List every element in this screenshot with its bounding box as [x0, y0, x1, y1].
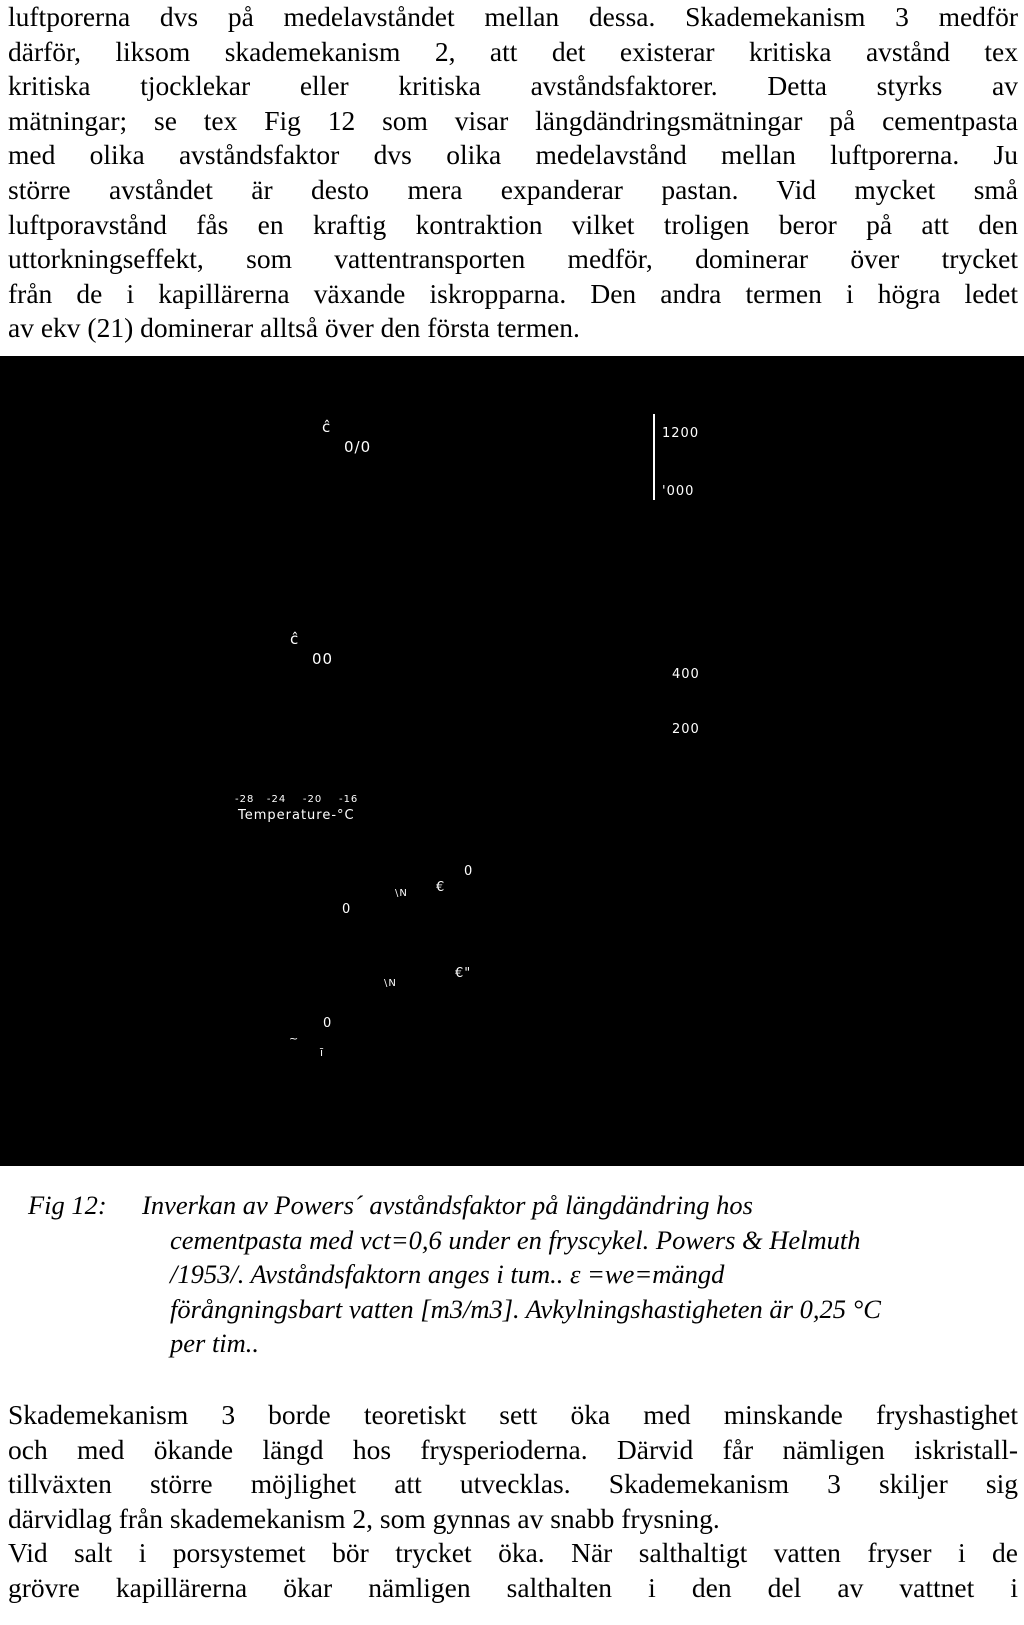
y-tick-label: '000 — [662, 484, 695, 499]
figure-label: ĉ — [322, 418, 332, 436]
figure-label: ~ — [289, 1032, 300, 1045]
text-line: Skademekanism 3 borde teoretiskt sett öka med minskande fryshastighet — [8, 1399, 1018, 1430]
figure-label: 0 — [323, 1016, 333, 1031]
y-axis-line — [653, 414, 655, 500]
x-axis-label: Temperature-°C — [238, 808, 355, 823]
text-line: luftporavstånd fås en kraftig kontraktion vilket troligen beror på att den — [8, 208, 1018, 240]
figure-label: ĉ — [290, 630, 300, 648]
text-line: luftporerna dvs på medelavståndet mellan dessa. Skademekanism 3 medför — [8, 1, 1018, 32]
figure-label: 00 — [312, 650, 334, 668]
y-tick-label: 200 — [672, 722, 700, 737]
body-paragraph-top — [8, 0, 1018, 346]
figure-label: € — [436, 880, 446, 895]
text-line: större avståndet är desto mera expanderar pastan. Vid mycket små — [8, 173, 1018, 205]
text-line: mätningar; se tex Fig 12 som visar längdändringsmätningar på cementpasta — [8, 104, 1018, 136]
figure-label: ī — [320, 1046, 325, 1059]
figure-label: \N — [384, 978, 397, 989]
x-tick-labels: -28 -24 -20 -16 — [235, 794, 359, 805]
y-tick-label: 400 — [672, 667, 700, 682]
figure-caption — [28, 1188, 1008, 1361]
caption-text: Inverkan av Powers´ avståndsfaktor på längdändring hos — [142, 1190, 753, 1220]
text-line: av ekv (21) dominerar alltså över den första termen. — [8, 312, 580, 344]
text-line: uttorkningseffekt, som vattentransporten medför, dominerar över trycket — [8, 243, 1018, 275]
caption-line: per tim.. — [170, 1328, 260, 1358]
text-line: från de i kapillärerna växande iskropparna. Den andra termen i högra ledet — [8, 277, 1018, 309]
figure-label: 0 — [342, 902, 352, 917]
caption-line: cementpasta med vct=0,6 under en fryscykel. Powers & Helmuth — [170, 1224, 861, 1255]
text-line: Vid salt i porsystemet bör trycket öka. När salthaltigt vatten fryser i de — [8, 1537, 1018, 1569]
text-line: och med ökande längd hos frysperioderna. Därvid får nämligen iskristall- — [8, 1433, 1018, 1465]
body-paragraph-bottom — [8, 1398, 1018, 1606]
text-line: grövre kapillärerna ökar nämligen salthalten i den del av vattnet i — [8, 1571, 1018, 1603]
text-line: tillväxten större möjlighet att utvecklas. Skademekanism 3 skiljer sig — [8, 1468, 1018, 1500]
text-line: med olika avståndsfaktor dvs olika medelavstånd mellan luftporerna. Ju — [8, 139, 1018, 171]
figure-label: 0 — [464, 864, 474, 879]
text-line: därför, liksom skademekanism 2, att det existerar kritiska avstånd tex — [8, 35, 1018, 67]
figure-label: €" — [455, 966, 472, 981]
caption-line: förångningsbart vatten [m3/m3]. Avkylningshastigheten är 0,25 °C — [170, 1293, 881, 1324]
caption-line — [28, 1188, 1008, 1223]
figure-label: \N — [395, 888, 408, 899]
text-line: därvidlag från skademekanism 2, som gynnas av snabb frysning. — [8, 1502, 720, 1534]
figure-12-graph — [0, 356, 1024, 1166]
figure-label: 0/0 — [344, 438, 372, 456]
caption-label: Fig 12: — [28, 1190, 107, 1220]
caption-line: /1953/. Avståndsfaktorn anges i tum.. ε =we=mängd — [170, 1259, 725, 1289]
y-tick-label: 1200 — [662, 426, 700, 441]
text-line: kritiska tjocklekar eller kritiska avståndsfaktorer. Detta styrks av — [8, 70, 1018, 102]
